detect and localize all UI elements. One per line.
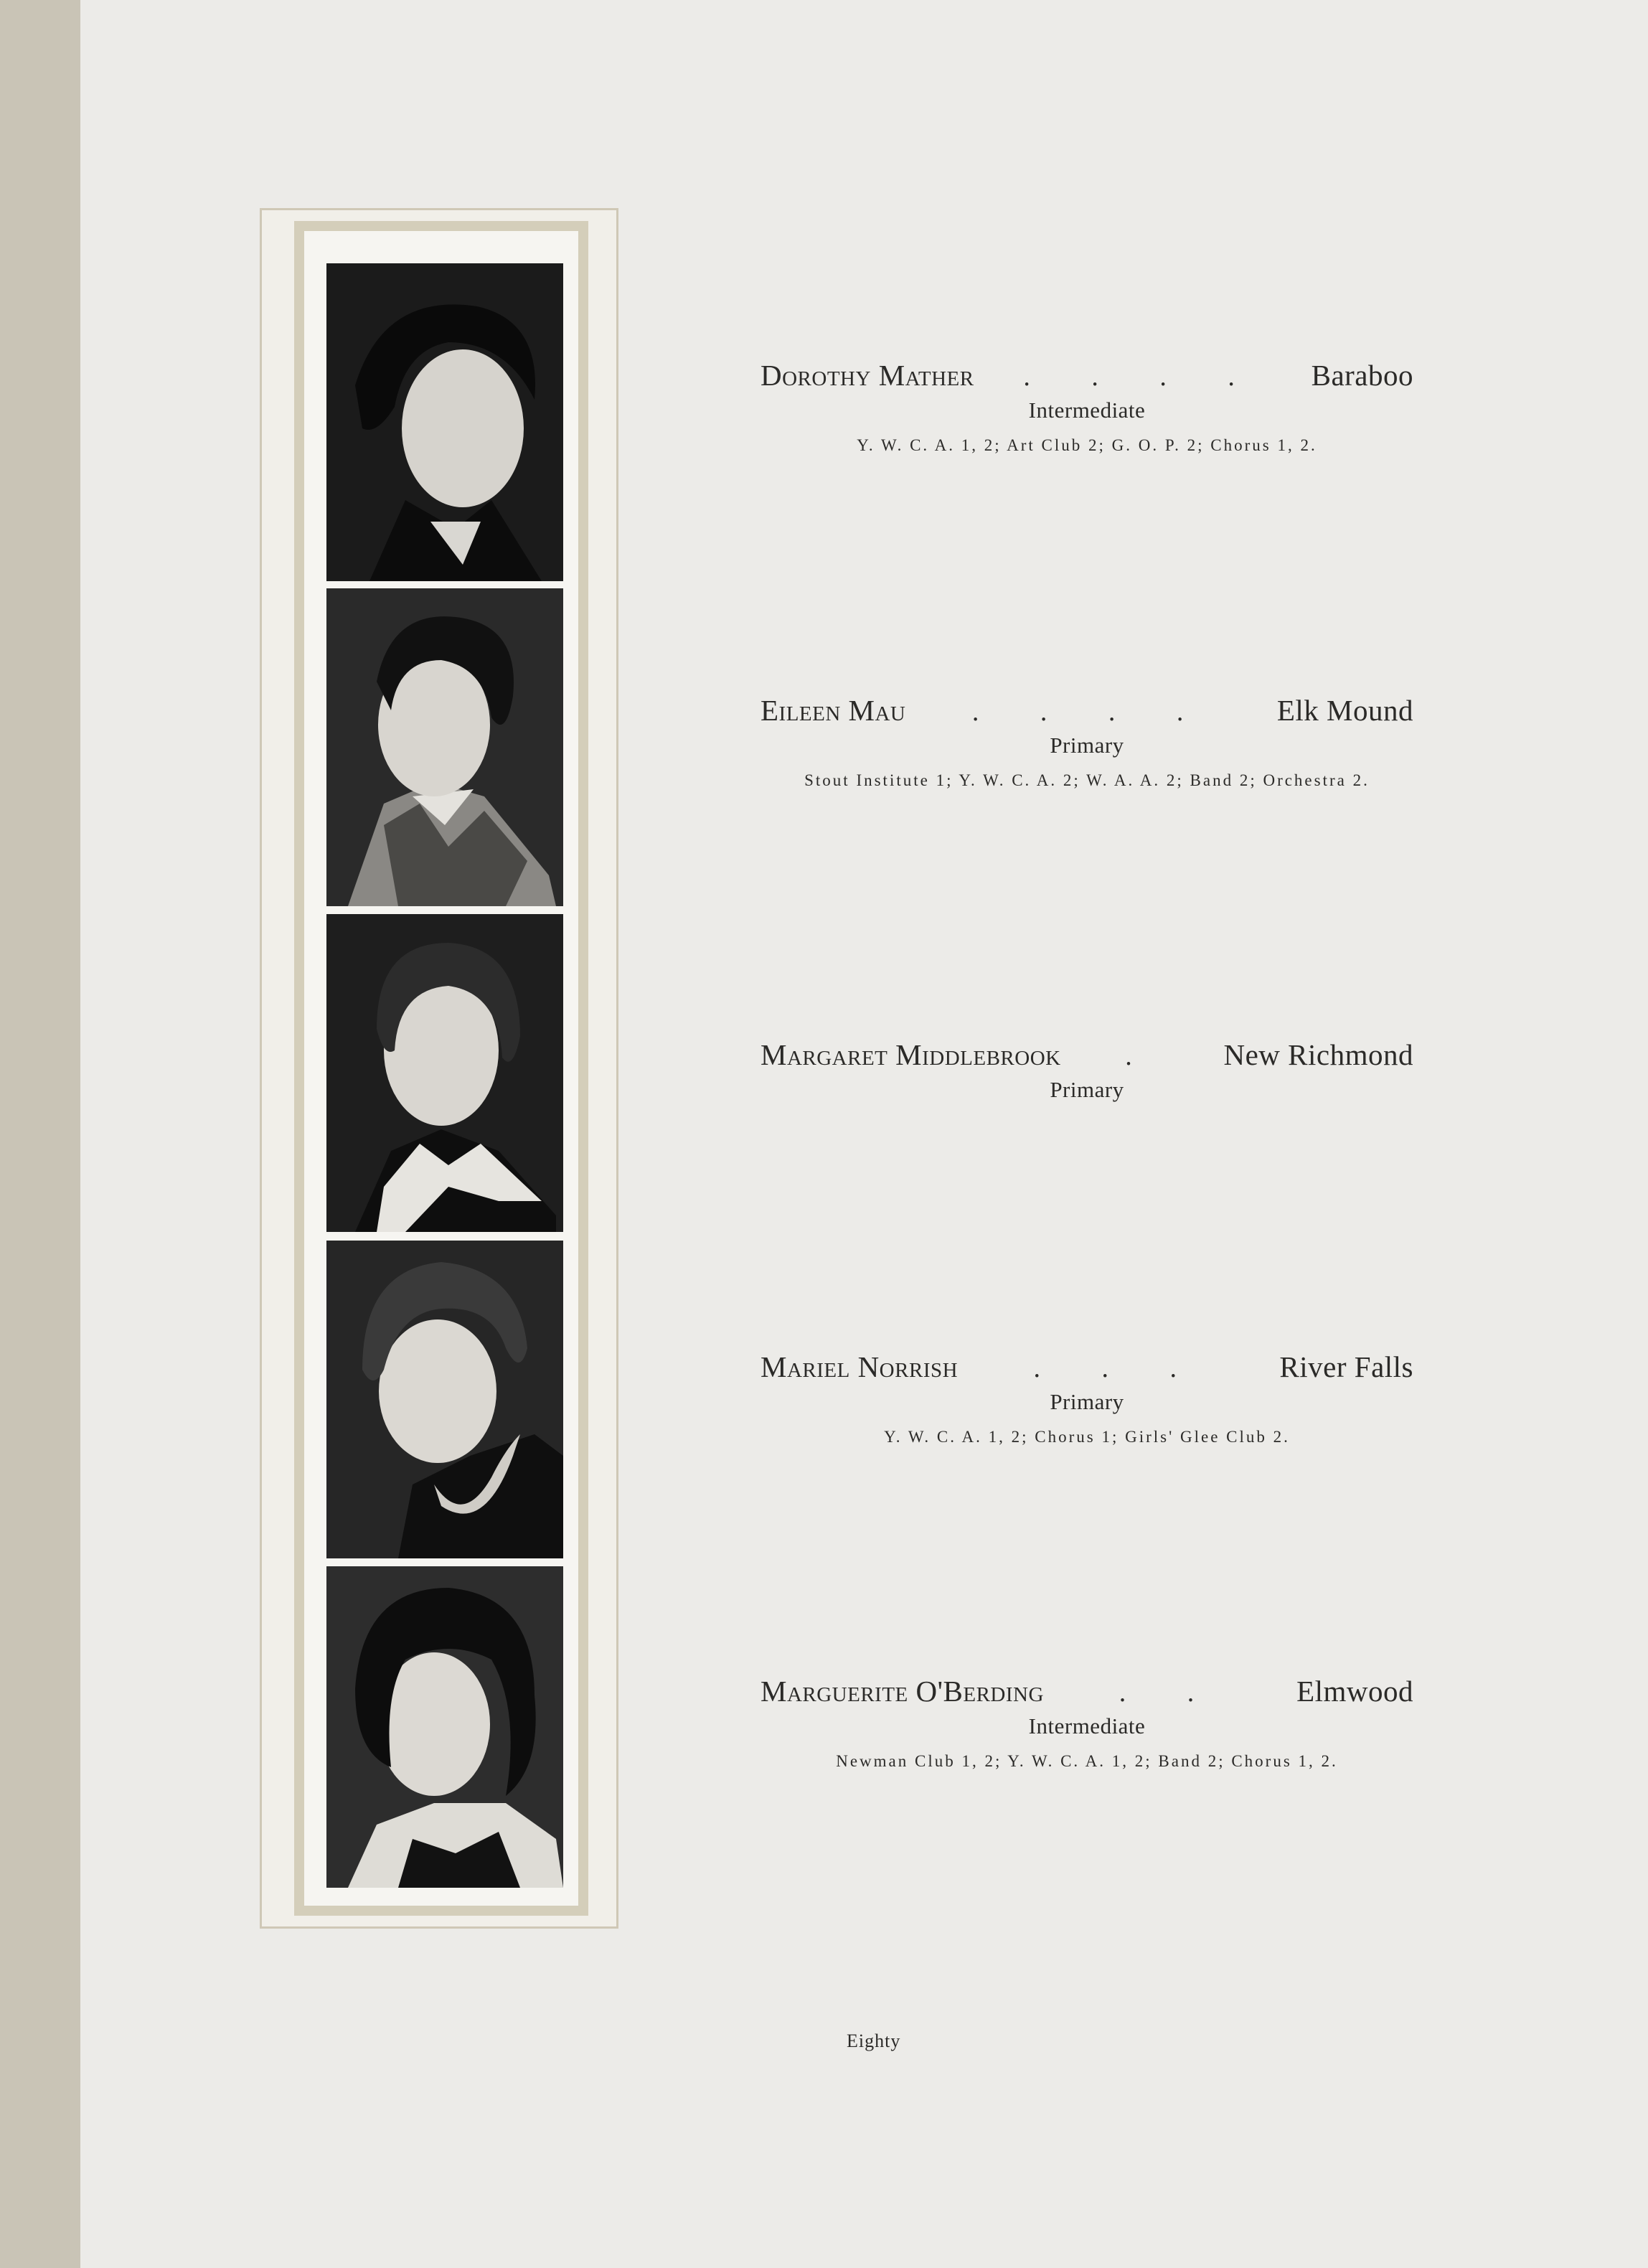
hometown: Elk Mound [1276, 694, 1413, 727]
entry-header [761, 696, 1413, 725]
activities: Y. W. C. A. 1, 2; Art Club 2; G. O. P. 2; Chorus 1, 2. [857, 436, 1317, 454]
student-name: Mariel Norrish [761, 1350, 959, 1383]
binding-strip [0, 0, 80, 2268]
leader-dots: . . . . [971, 697, 1211, 727]
entry-header [761, 361, 1413, 390]
hometown: Baraboo [1311, 359, 1413, 392]
student-entry [761, 1352, 1413, 1446]
student-entry [761, 696, 1413, 790]
portrait-photo [326, 914, 563, 1232]
course: Primary [1050, 1389, 1124, 1414]
leader-dots: . . . . [1023, 362, 1262, 392]
student-name: Eileen Mau [761, 694, 906, 727]
course: Intermediate [1028, 1713, 1146, 1738]
portrait-photo [326, 1241, 563, 1558]
page-number: Eighty [847, 2031, 901, 2051]
leader-dots: . . . [1033, 1353, 1204, 1383]
activities: Stout Institute 1; Y. W. C. A. 2; W. A. A. 2; Band 2; Orchestra 2. [804, 771, 1370, 789]
entry-header [761, 1677, 1413, 1706]
hometown: Elmwood [1296, 1675, 1413, 1708]
student-entry [761, 1677, 1413, 1771]
student-entry [761, 1040, 1413, 1103]
course: Intermediate [1028, 397, 1146, 423]
hometown: River Falls [1279, 1350, 1413, 1383]
course: Primary [1050, 1077, 1124, 1102]
entry-header [761, 1352, 1413, 1382]
course: Primary [1050, 733, 1124, 758]
activities: Newman Club 1, 2; Y. W. C. A. 1, 2; Band 2; Chorus 1, 2. [836, 1752, 1338, 1770]
student-name: Margaret Middlebrook [761, 1038, 1061, 1071]
student-name: Dorothy Mather [761, 359, 974, 392]
activities: Y. W. C. A. 1, 2; Chorus 1; Girls' Glee Club 2. [884, 1428, 1290, 1446]
leader-dots: . [1125, 1041, 1159, 1071]
entry-header [761, 1040, 1413, 1070]
leader-dots: . . [1119, 1678, 1222, 1708]
student-entry [761, 361, 1413, 455]
student-name: Marguerite O'Berding [761, 1675, 1044, 1708]
hometown: New Richmond [1223, 1038, 1413, 1071]
portrait-photo [326, 588, 563, 906]
portrait-photo [326, 263, 563, 581]
portrait-photo [326, 1566, 563, 1888]
